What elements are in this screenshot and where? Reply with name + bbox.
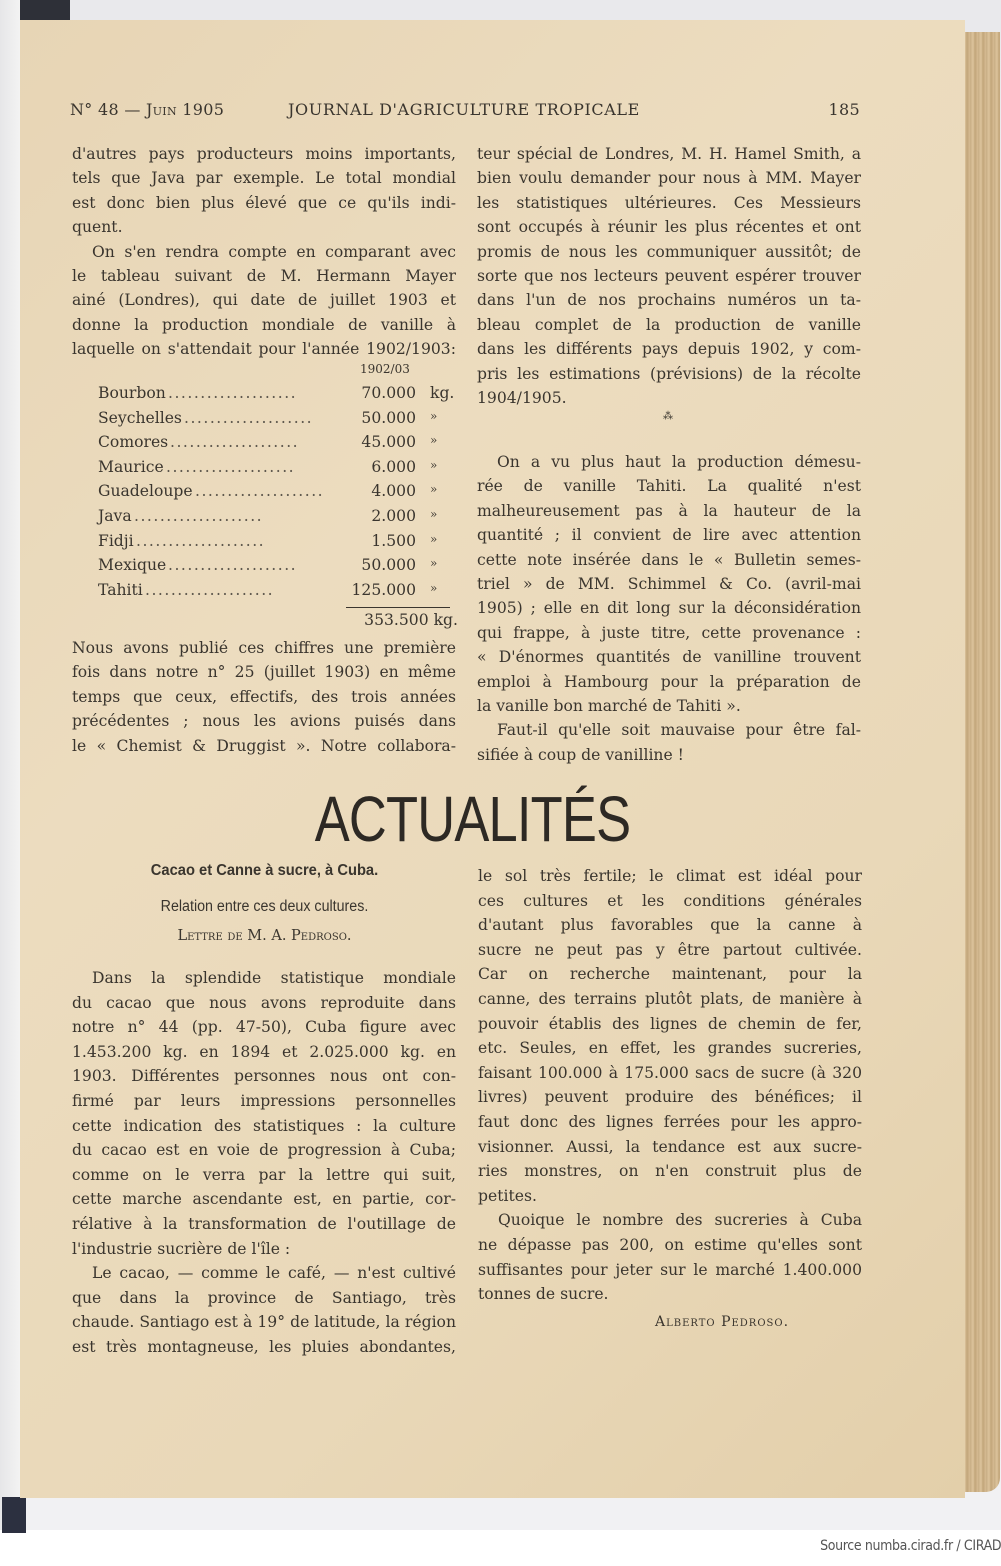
leader-dots: ....................: [195, 482, 325, 501]
text-line: petites.: [478, 1186, 537, 1205]
text-line: rée de vanille Tahiti. La qualité n'est: [477, 477, 861, 496]
text-line: canne, des terrains plutôt plats, de manière à: [478, 989, 862, 1008]
text-line: que dans la province de Santiago, très: [72, 1288, 456, 1307]
text-line: est très montagneuse, les pluies abondantes,: [72, 1337, 456, 1356]
table-row: [98, 581, 458, 605]
text-line: le tableau suivant de M. Hermann Mayer: [72, 267, 456, 286]
unit-label: »: [430, 507, 438, 521]
right-column-top: [477, 142, 861, 410]
text-line: 1903. Différentes personnes nous ont con-: [72, 1067, 456, 1086]
text-line: etc. Seules, en effet, les grandes sucreries,: [478, 1039, 862, 1058]
table-row: [98, 507, 458, 531]
text-line: Quoique le nombre des sucreries à Cuba: [498, 1211, 862, 1230]
text-line: ces cultures et les conditions générales: [478, 891, 862, 910]
text-line: cette note insérée dans le « Bulletin semes-: [477, 550, 861, 569]
text-line: 1904/1905.: [477, 389, 567, 408]
text-line: ries monstres, on n'en construit plus de: [478, 1162, 862, 1181]
text-line: tels que Java par exemple. Le total mondial: [72, 169, 456, 188]
unit-label: »: [430, 457, 438, 472]
text-line: malheureusement pas à la hauteur de la: [477, 501, 861, 520]
article-byline: Lettre de M. A. Pedroso.: [177, 928, 352, 944]
text-line: cette marche ascendante est, en partie, cor-: [72, 1190, 456, 1209]
text-line: pris les estimations (prévisions) de la récolte: [477, 364, 861, 383]
text-line: l'industrie sucrière de l'île :: [72, 1239, 291, 1258]
journal-title: JOURNAL D'AGRICULTURE TROPICALE: [288, 100, 640, 119]
country-name: Bourbon: [98, 384, 166, 402]
table-total: 353.500 kg.: [364, 611, 458, 630]
text-line: teur spécial de Londres, M. H. Hamel Smith, a: [477, 145, 861, 163]
text-line: le « Chemist & Druggist ». Notre collabora-: [72, 736, 456, 755]
text-line: sucre ne peut pas y être partout cultivée.: [478, 940, 862, 959]
text-line: livres) peuvent produire des bénéfices; il: [478, 1088, 862, 1107]
leader-dots: ....................: [136, 531, 266, 550]
text-line: sont occupés à réunir les plus récentes et ont: [477, 218, 861, 237]
text-line: les statistiques ultérieures. Ces Messieurs: [477, 193, 861, 212]
page-number: 185: [828, 100, 860, 119]
text-line: Dans la splendide statistique mondiale: [92, 969, 456, 987]
text-line: 1.453.200 kg. en 1894 et 2.025.000 kg. en: [72, 1042, 456, 1061]
table-row: [98, 482, 458, 506]
country-name: Seychelles: [98, 408, 182, 427]
production-value: 2.000: [371, 507, 416, 525]
table-row: [98, 433, 458, 457]
text-line: triel » de MM. Schimmel & Co. (avril-mai: [477, 575, 861, 594]
text-line: Nous avons publié ces chiffres une première: [72, 639, 456, 657]
text-line: notre n° 44 (pp. 47-50), Cuba figure avec: [72, 1018, 456, 1037]
text-line: faisant 100.000 à 175.000 sacs de sucre (à 320: [478, 1063, 862, 1082]
unit-label: »: [430, 556, 438, 571]
country-name: Java: [98, 507, 132, 525]
article-right-column: [478, 864, 862, 1307]
table-row: [98, 384, 458, 408]
country-name: Mexique: [98, 556, 167, 575]
country-name: Comores: [98, 433, 169, 452]
scanner-border: [0, 0, 20, 1530]
text-line: On s'en rendra compte en comparant avec: [92, 242, 456, 261]
leader-dots: ....................: [145, 580, 275, 599]
unit-label: »: [430, 408, 438, 423]
source-credit: Source numba.cirad.fr / CIRAD: [819, 1538, 1001, 1554]
text-line: quantité ; il convient de lire avec attention: [477, 526, 861, 545]
table-row: [98, 532, 458, 556]
text-line: pouvoir établis des lignes de chemin de fer,: [478, 1014, 862, 1033]
text-line: Faut-il qu'elle soit mauvaise pour être fal-: [497, 721, 861, 740]
country-name: Guadeloupe: [98, 482, 193, 501]
unit-label: kg.: [430, 384, 455, 402]
book-page-edges: [962, 32, 1000, 1492]
text-line: du cacao que nous avons reproduite dans: [72, 993, 456, 1012]
leader-dots: ....................: [134, 507, 264, 525]
text-line: sifiée à coup de vanilline !: [477, 745, 684, 764]
unit-label: »: [430, 482, 438, 497]
production-value: 50.000: [361, 556, 416, 575]
text-line: ainé (Londres), qui date de juillet 1903 et: [72, 291, 456, 310]
text-line: bleau complet de la production de vanille: [477, 315, 861, 334]
unit-label: »: [430, 433, 438, 448]
text-line: « D'énormes quantités de vanilline trouvent: [477, 648, 861, 667]
table-row: [98, 458, 458, 482]
text-line: On a vu plus haut la production démesu-: [497, 453, 861, 471]
production-value: 50.000: [361, 408, 416, 427]
production-value: 70.000: [361, 384, 416, 402]
text-line: du cacao est en voie de progression à Cuba;: [72, 1141, 456, 1160]
text-line: comme on le verra par la lettre qui suit,: [72, 1165, 456, 1184]
section-title: ACTUALITÉS: [314, 783, 631, 855]
table-row: [98, 409, 458, 433]
text-line: fois dans notre n° 25 (juillet 1903) en même: [72, 663, 456, 682]
article-title: Cacao et Canne à sucre, à Cuba.: [150, 862, 379, 879]
table-row: [98, 556, 458, 580]
country-name: Maurice: [98, 457, 164, 476]
text-line: précédentes ; nous les avions puisés dans: [72, 712, 456, 731]
text-line: ne dépasse pas 200, on estime qu'elles sont: [478, 1235, 862, 1254]
country-name: Tahiti: [98, 580, 143, 599]
text-line: tonnes de sucre.: [478, 1285, 609, 1304]
text-line: cette indication des statistiques : la culture: [72, 1116, 456, 1135]
text-line: dans l'un de nos prochains numéros un ta-: [477, 291, 861, 310]
text-line: emploi à Hambourg pour la préparation de: [477, 672, 861, 691]
production-value: 125.000: [351, 580, 416, 599]
article-left-column: [72, 966, 456, 1360]
text-line: la vanille bon marché de Tahiti ».: [477, 697, 741, 716]
running-header: [70, 100, 860, 124]
left-column-top: [72, 142, 456, 362]
text-line: visionner. Aussi, la tendance est aux sucre-: [478, 1137, 862, 1156]
article-signature: Alberto Pedroso.: [655, 1314, 790, 1330]
text-line: suffisantes pour jeter sur le marché 1.400.000: [478, 1260, 862, 1279]
leader-dots: ....................: [170, 433, 300, 452]
asterism-separator: ⁂: [663, 411, 673, 422]
production-value: 4.000: [371, 482, 416, 501]
issue-label: N° 48 — Juin 1905: [70, 100, 225, 119]
leader-dots: ....................: [166, 457, 296, 476]
text-line: le sol très fertile; le climat est idéal pour: [478, 867, 862, 885]
text-line: bien voulu demander pour nous à MM. Mayer: [477, 169, 861, 188]
leader-dots: ....................: [168, 384, 298, 402]
text-line: Le cacao, — comme le café, — n'est cultivé: [92, 1264, 456, 1283]
left-column-after-table: [72, 636, 456, 758]
right-column-vanilla-quality: [477, 450, 861, 767]
unit-label: »: [430, 531, 438, 546]
text-line: 1905) ; elle en dit long sur la déconsidération: [477, 599, 861, 618]
article-subtitle: Relation entre ces deux cultures.: [160, 898, 369, 915]
production-value: 6.000: [371, 457, 416, 476]
production-value: 45.000: [361, 433, 416, 452]
text-line: firmé par leurs impressions personnelles: [72, 1091, 456, 1110]
text-line: faut donc des lignes ferrées pour les appro-: [478, 1112, 862, 1131]
leader-dots: ....................: [168, 556, 298, 575]
production-value: 1.500: [371, 531, 416, 550]
text-line: rélative à la transformation de l'outillage de: [72, 1214, 456, 1233]
text-line: qui frappe, à juste titre, cette provenance :: [477, 623, 861, 642]
text-line: d'autres pays producteurs moins importants,: [72, 145, 456, 163]
text-line: quent.: [72, 218, 123, 237]
unit-label: »: [430, 580, 438, 595]
country-name: Fidji: [98, 531, 134, 550]
text-line: sorte que nos lecteurs peuvent espérer trouver: [477, 267, 861, 286]
total-rule: [346, 607, 450, 608]
text-line: est donc bien plus élevé que ce qu'ils indi-: [72, 193, 456, 212]
text-line: dans les différents pays depuis 1902, y com-: [477, 340, 861, 359]
text-line: promis de nous les communiquer aussitôt; de: [477, 242, 861, 261]
scanner-clip: [20, 0, 70, 20]
text-line: Car on recherche maintenant, pour la: [478, 965, 862, 984]
text-line: donne la production mondiale de vanille à: [72, 315, 456, 334]
scanner-clip: [2, 1497, 26, 1533]
text-line: temps que ceux, effectifs, des trois années: [72, 687, 456, 706]
text-line: d'autant plus favorables que la canne à: [478, 916, 862, 935]
text-line: chaude. Santiago est à 19° de latitude, la région: [72, 1313, 456, 1332]
leader-dots: ....................: [184, 408, 314, 427]
text-line: laquelle on s'attendait pour l'année 1902/1903:: [72, 340, 456, 359]
table-column-header: 1902/03: [360, 362, 410, 376]
